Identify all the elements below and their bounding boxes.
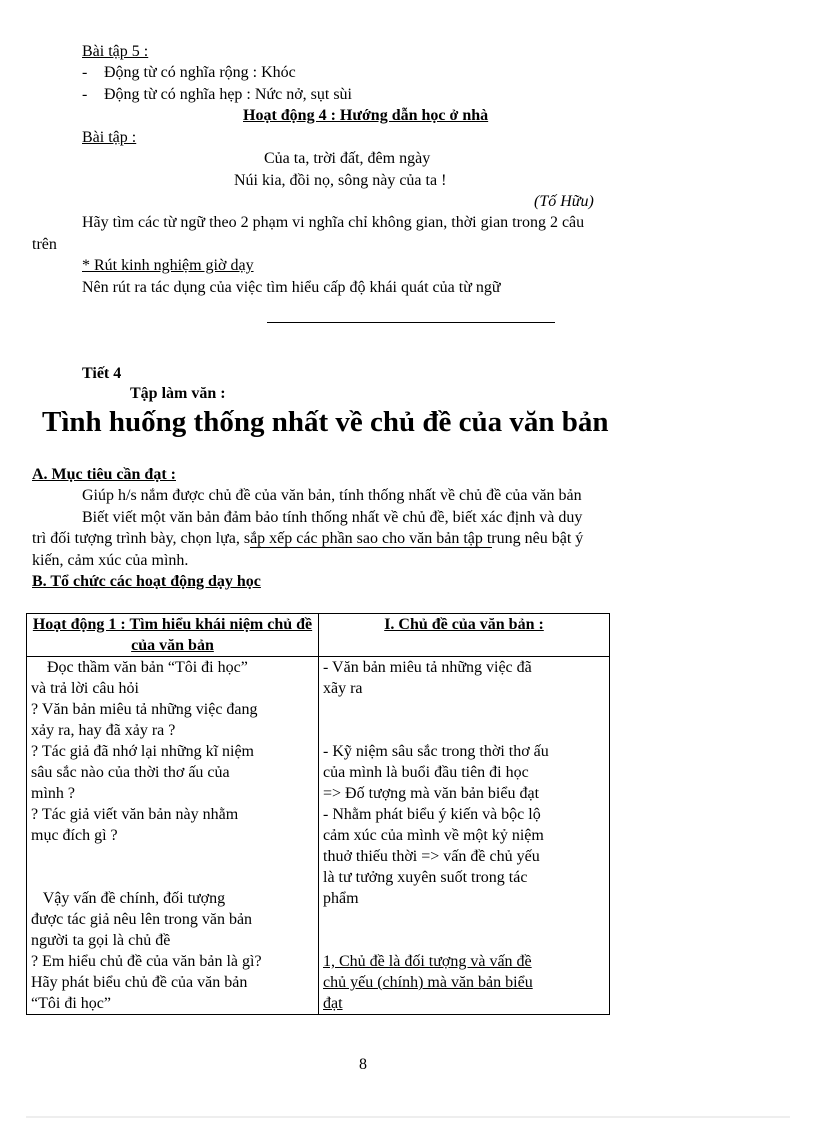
subject-label: Tập làm văn : (130, 385, 226, 402)
task-line: trên (32, 236, 57, 253)
table-cell-left (27, 657, 319, 1015)
activity-table (26, 613, 610, 1015)
objective-line: kiến, cảm xúc của mình. (32, 552, 189, 569)
cell-line: sâu sắc nào của thời thơ ấu của (31, 764, 230, 781)
cell-line: xảy ra, hay đã xảy ra ? (31, 722, 176, 739)
objective-line: Biết viết một văn bản đảm bảo tính thống nhất về chủ đề, biết xác định và duy (82, 509, 583, 526)
cell-line: được tác giả nêu lên trong văn bản (31, 911, 253, 928)
poem-author: (Tố Hữu) (534, 193, 594, 210)
cell-line: đạt (323, 995, 343, 1012)
underline-mark (250, 547, 492, 548)
bullet-text: Động từ có nghĩa hẹp : Nức nở, sụt sùi (104, 86, 352, 103)
bullet-item (82, 85, 352, 105)
cell-line: mình ? (31, 785, 75, 802)
cell-line: là tư tưởng xuyên suốt trong tác (323, 869, 528, 886)
cell-line: phẩm (323, 890, 359, 907)
cell-line: “Tôi đi học” (31, 995, 111, 1012)
table-row (27, 657, 610, 1015)
cell-line: ? Em hiểu chủ đề của văn bản là gì? (31, 953, 262, 970)
activity4-title: Hoạt động 4 : Hướng dẫn học ở nhà (243, 107, 489, 124)
page-bottom-edge (26, 1116, 790, 1118)
cell-gap (323, 699, 605, 720)
poem-line: Núi kia, đồi nọ, sông này của ta ! (234, 172, 447, 189)
bullet-dash: - (82, 86, 88, 103)
cell-gap (323, 930, 605, 951)
cell-line: => Đố tượng mà văn bản biểu đạt (323, 785, 540, 802)
cell-line: người ta gọi là chủ đề (31, 932, 171, 949)
exercise5-heading: Bài tập 5 : (82, 43, 149, 60)
cell-line: thuở thiếu thời => vấn đề chủ yếu (323, 848, 540, 865)
lesson-label: Tiết 4 (82, 365, 122, 382)
cell-line: xãy ra (323, 680, 363, 697)
table-header-right: I. Chủ đề của văn bản : (319, 614, 610, 657)
cell-gap (31, 846, 314, 867)
poem-line: Của ta, trời đất, đêm ngày (264, 150, 431, 167)
objective-line: trì đối tượng trình bày, chọn lựa, sắp xếp các phần sao cho văn bản tập trung nêu bật ý (32, 530, 584, 547)
bullet-text: Động từ có nghĩa rộng : Khóc (104, 64, 296, 81)
cell-line: - Nhằm phát biểu ý kiến và bộc lộ (323, 806, 541, 823)
cell-line: - Văn bản miêu tả những việc đã (323, 659, 532, 676)
cell-line: cảm xúc của mình về một kỷ niệm (323, 827, 544, 844)
bullet-dash: - (82, 64, 88, 81)
cell-gap (323, 909, 605, 930)
page-number: 8 (359, 1056, 367, 1073)
table-header-left: Hoạt động 1 : Tìm hiểu khái niệm chủ đề của văn bản (27, 614, 319, 657)
cell-line: Hãy phát biểu chủ đề của văn bản (31, 974, 248, 991)
page-title: Tình huống thống nhất về chủ đề của văn bản (42, 406, 609, 438)
table-cell-right (319, 657, 610, 1015)
cell-line: và trả lời câu hỏi (31, 680, 139, 697)
experience-text: Nên rút ra tác dụng của việc tìm hiểu cấp độ khái quát của từ ngữ (82, 279, 501, 296)
cell-line: Đọc thầm văn bản “Tôi đi học” (31, 659, 248, 676)
cell-line: của mình là buổi đầu tiên đi học (323, 764, 529, 781)
cell-gap (323, 720, 605, 741)
cell-line: ? Tác giả viết văn bản này nhằm (31, 806, 239, 823)
cell-line: Vậy vấn đề chính, đối tượng (31, 890, 226, 907)
table-header-row (27, 614, 610, 657)
cell-line: ? Văn bản miêu tả những việc đang (31, 701, 258, 718)
cell-line: 1, Chủ đề là đối tượng và vấn đề (323, 953, 532, 970)
cell-line: chủ yếu (chính) mà văn bản biểu (323, 974, 533, 991)
cell-line: - Kỹ niệm sâu sắc trong thời thơ ấu (323, 743, 549, 760)
bullet-item (82, 63, 296, 83)
cell-line: mục đích gì ? (31, 827, 118, 844)
exercise-heading: Bài tập : (82, 129, 137, 146)
cell-gap (31, 867, 314, 888)
objective-line: Giúp h/s nắm được chủ đề của văn bản, tính thống nhất về chủ đề của văn bản (82, 487, 582, 504)
divider (267, 322, 555, 323)
task-line: Hãy tìm các từ ngữ theo 2 phạm vi nghĩa chỉ không gian, thời gian trong 2 câu (82, 214, 585, 231)
experience-heading: * Rút kinh nghiệm giờ dạy (82, 257, 254, 274)
organize-heading: B. Tổ chức các hoạt động dạy học (32, 573, 261, 590)
cell-line: ? Tác giả đã nhớ lại những kĩ niệm (31, 743, 254, 760)
objectives-heading: A. Mục tiêu cần đạt : (32, 466, 176, 483)
